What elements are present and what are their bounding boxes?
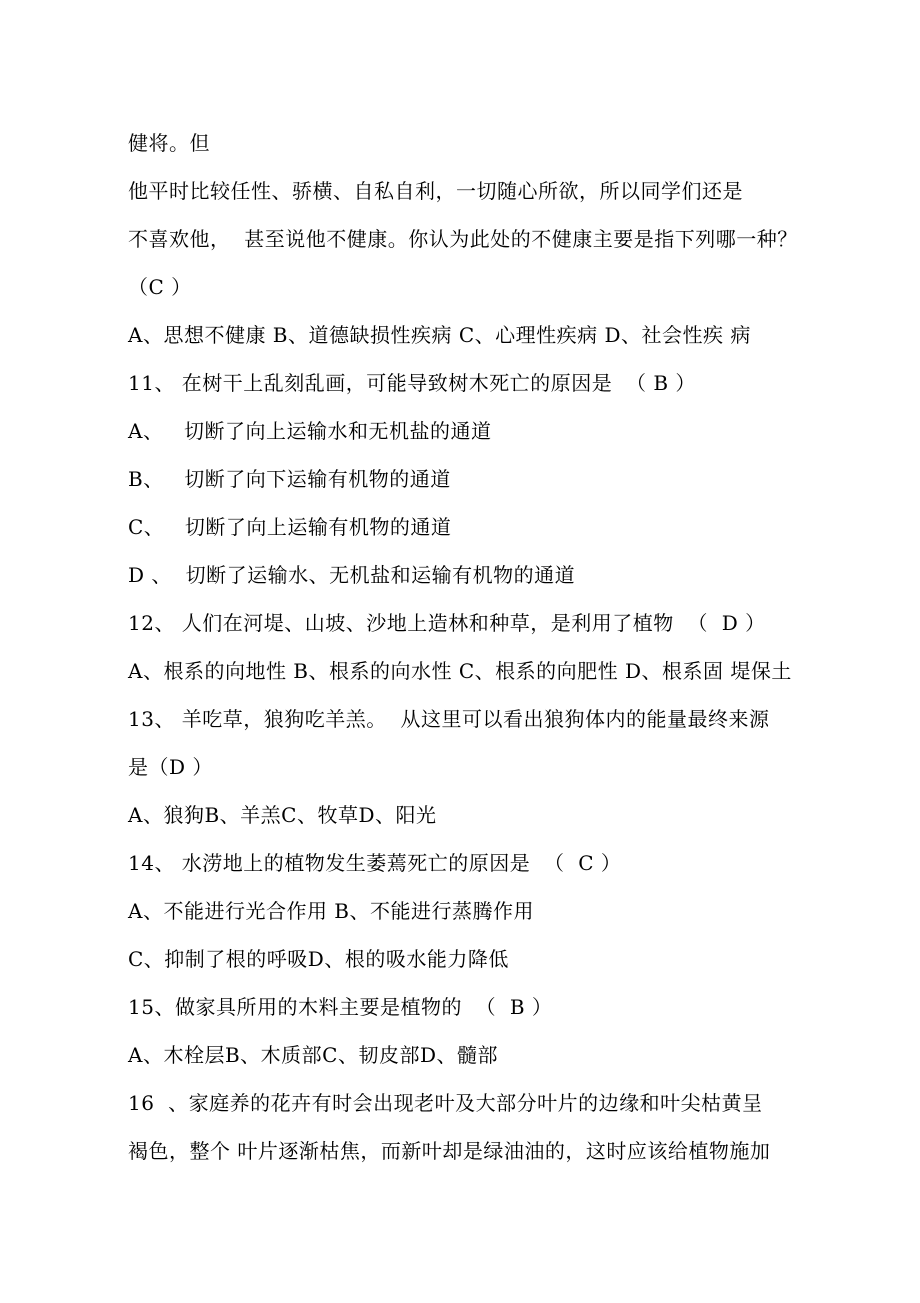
question-16: 16 、家庭养的花卉有时会出现老叶及大部分叶片的边缘和叶尖枯黄呈 (128, 1091, 763, 1115)
option-c: C、 切断了向上运输有机物的通道 (128, 515, 452, 539)
options-line: A、根系的向地性 B、根系的向水性 C、根系的向肥性 D、根系固 堤保土 (128, 659, 792, 683)
option-b: B、 切断了向下运输有机物的通道 (128, 467, 451, 491)
question-15: 15、做家具所用的木料主要是植物的 （ B ） (128, 995, 553, 1019)
question-12: 12、 人们在河堤、山坡、沙地上造林和种草，是利用了植物 （ D ） (128, 611, 766, 635)
options-line: A、木栓层B、木质部C、韧皮部D、髓部 (128, 1043, 498, 1067)
options-line: C、抑制了根的呼吸D、根的吸水能力降低 (128, 947, 509, 971)
option-d: D 、 切断了运输水、无机盐和运输有机物的通道 (128, 563, 576, 587)
options-line: A、不能进行光合作用 B、不能进行蒸腾作用 (128, 899, 534, 923)
option-a: A、 切断了向上运输水和无机盐的通道 (128, 419, 492, 443)
answer-line: （C ） (128, 275, 192, 299)
text-line: 褐色，整个 叶片逐渐枯焦，而新叶却是绿油油的，这时应该给植物施加 (128, 1139, 771, 1163)
options-line: A、思想不健康 B、道德缺损性疾病 C、心理性疾病 D、社会性疾 病 (128, 323, 751, 347)
question-13: 13、 羊吃草，狼狗吃羊羔。 从这里可以看出狼狗体内的能量最终来源 (128, 707, 770, 731)
text-line: 他平时比较任性、骄横、自私自利，一切随心所欲，所以同学们还是 (128, 179, 743, 203)
question-14: 14、 水涝地上的植物发生萎蔫死亡的原因是 （ C ） (128, 851, 622, 875)
question-11: 11、 在树干上乱刻乱画，可能导致树木死亡的原因是 （ B ） (128, 371, 696, 395)
text-line: 不喜欢他， 甚至说他不健康。你认为此处的不健康主要是指下列哪一种？ (128, 227, 798, 251)
options-line: A、狼狗B、羊羔C、牧草D、阳光 (128, 803, 437, 827)
text-line: 健将。但 (128, 131, 210, 155)
answer-line: 是（D ） (128, 755, 213, 779)
